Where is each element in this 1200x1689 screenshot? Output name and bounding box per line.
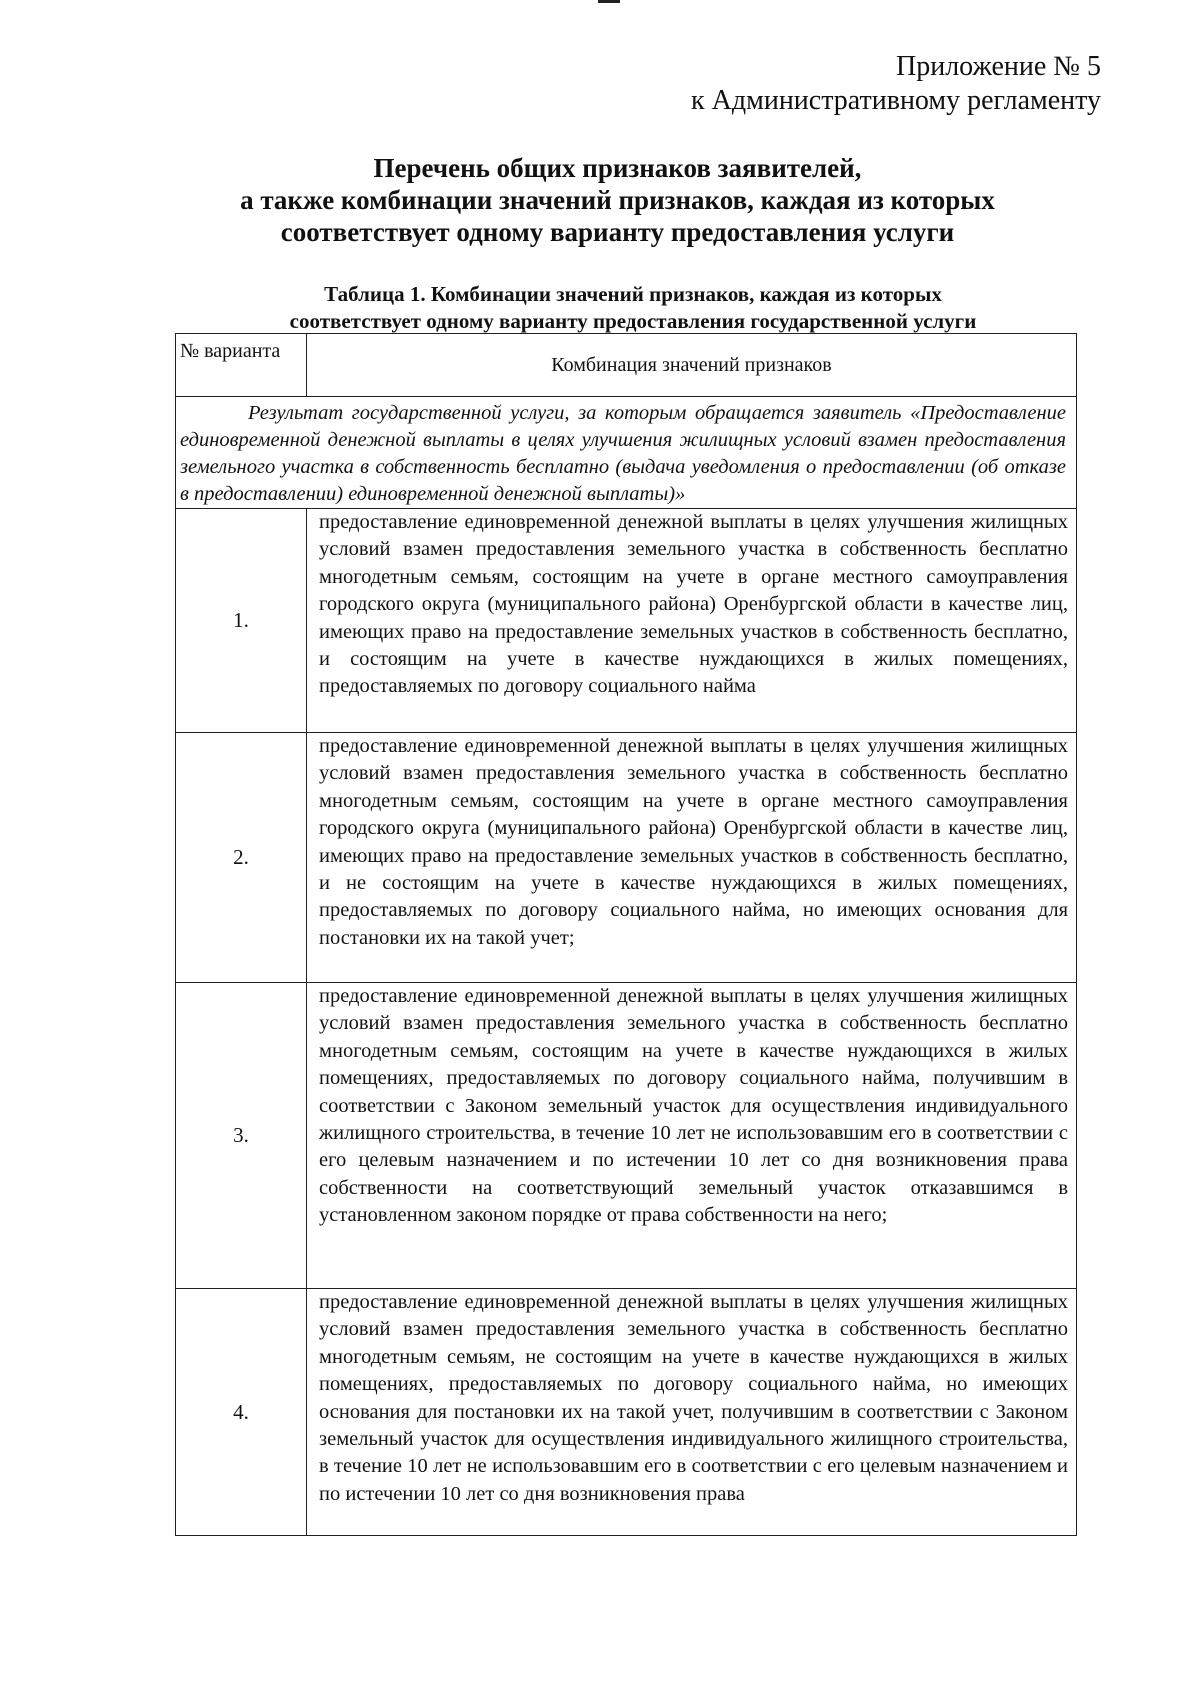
table-row [176,1289,1077,1536]
appendix-header [691,50,1101,118]
table-header-row [176,334,1077,397]
header-variant-number: № варианта [176,334,307,397]
variants-table-wrapper [175,333,1076,1536]
variant-description: предоставление единовременной денежной выплаты в целях улучшения жилищных условий взамен предоставления земельного участка в собственность бесплатно многодетным семьям, состоящим на учете в органе местного самоуправления городского округа (муниципального района) Оренбургской области в качестве лиц, имеющих право на предоставление земельных участков в собственность бесплатно, и состоящим на учете в качестве нуждающихся в жилых помещениях, предоставляемых по договору социального найма [307,509,1077,733]
table-caption-line-2: соответствует одному варианту предоставления государственной услуги [289,309,977,333]
header-combination: Комбинация значений признаков [307,334,1077,397]
title-line-3: соответствует одному варианту предоставления услуги [280,217,955,247]
variant-description: предоставление единовременной денежной выплаты в целях улучшения жилищных условий взамен предоставления земельного участка в собственность бесплатно многодетным семьям, не состоящим на учете в качестве нуждающихся в жилых помещениях, предоставляемых по договору социального найма, но имеющих основания для постановки их на такой учет, получившим в соответствии с Законом земельный участок для осуществления индивидуального жилищного строительства, в течение 10 лет не использовавшим его в соответствии с его целевым назначением и по истечении 10 лет со дня возникновения права [307,1289,1077,1536]
appendix-number: Приложение № 5 [896,51,1101,82]
variant-number: 2. [176,733,307,983]
variant-description: предоставление единовременной денежной выплаты в целях улучшения жилищных условий взамен предоставления земельного участка в собственность бесплатно многодетным семьям, состоящим на учете в качестве нуждающихся в жилых помещениях, предоставляемых по договору социального найма, получившим в соответствии с Законом земельный участок для осуществления индивидуального жилищного строительства, в течение 10 лет не использовавшим его в соответствии с его целевым назначением и по истечении 10 лет со дня возникновения права собственности на соответствующий земельный участок отказавшимся в установленном законом порядке от права собственности на него; [307,983,1077,1289]
variant-description: предоставление единовременной денежной выплаты в целях улучшения жилищных условий взамен предоставления земельного участка в собственность бесплатно многодетным семьям, состоящим на учете в органе местного самоуправления городского округа (муниципального района) Оренбургской области в качестве лиц, имеющих право на предоставление земельных участков в собственность бесплатно, и не состоящим на учете в качестве нуждающихся в жилых помещениях, предоставляемых по договору социального найма, но имеющих основания для постановки их на такой учет; [307,733,1077,983]
table-caption [178,281,1088,335]
scan-mark [598,0,620,3]
table-row [176,733,1077,983]
result-row [176,397,1077,509]
variant-number: 4. [176,1289,307,1536]
title-line-1: Перечень общих признаков заявителей, [373,153,862,183]
table-row [176,509,1077,733]
variant-number: 3. [176,983,307,1289]
title-line-2: а также комбинации значений признаков, каждая из которых [240,185,995,215]
result-description: Результат государственной услуги, за которым обращается заявитель «Предоставление единовременной денежной выплаты в целях улучшения жилищных условий взамен предоставления земельного участка в собственность бесплатно (выдача уведомления о предоставлении (об отказе в предоставлении) единовременной денежной выплаты)» [176,397,1077,509]
appendix-reference: к Административному регламенту [691,85,1101,116]
variants-table [175,333,1077,1536]
table-caption-line-1: Таблица 1. Комбинации значений признаков, каждая из которых [324,282,942,306]
table-row [176,983,1077,1289]
document-title [150,152,1085,248]
variant-number: 1. [176,509,307,733]
